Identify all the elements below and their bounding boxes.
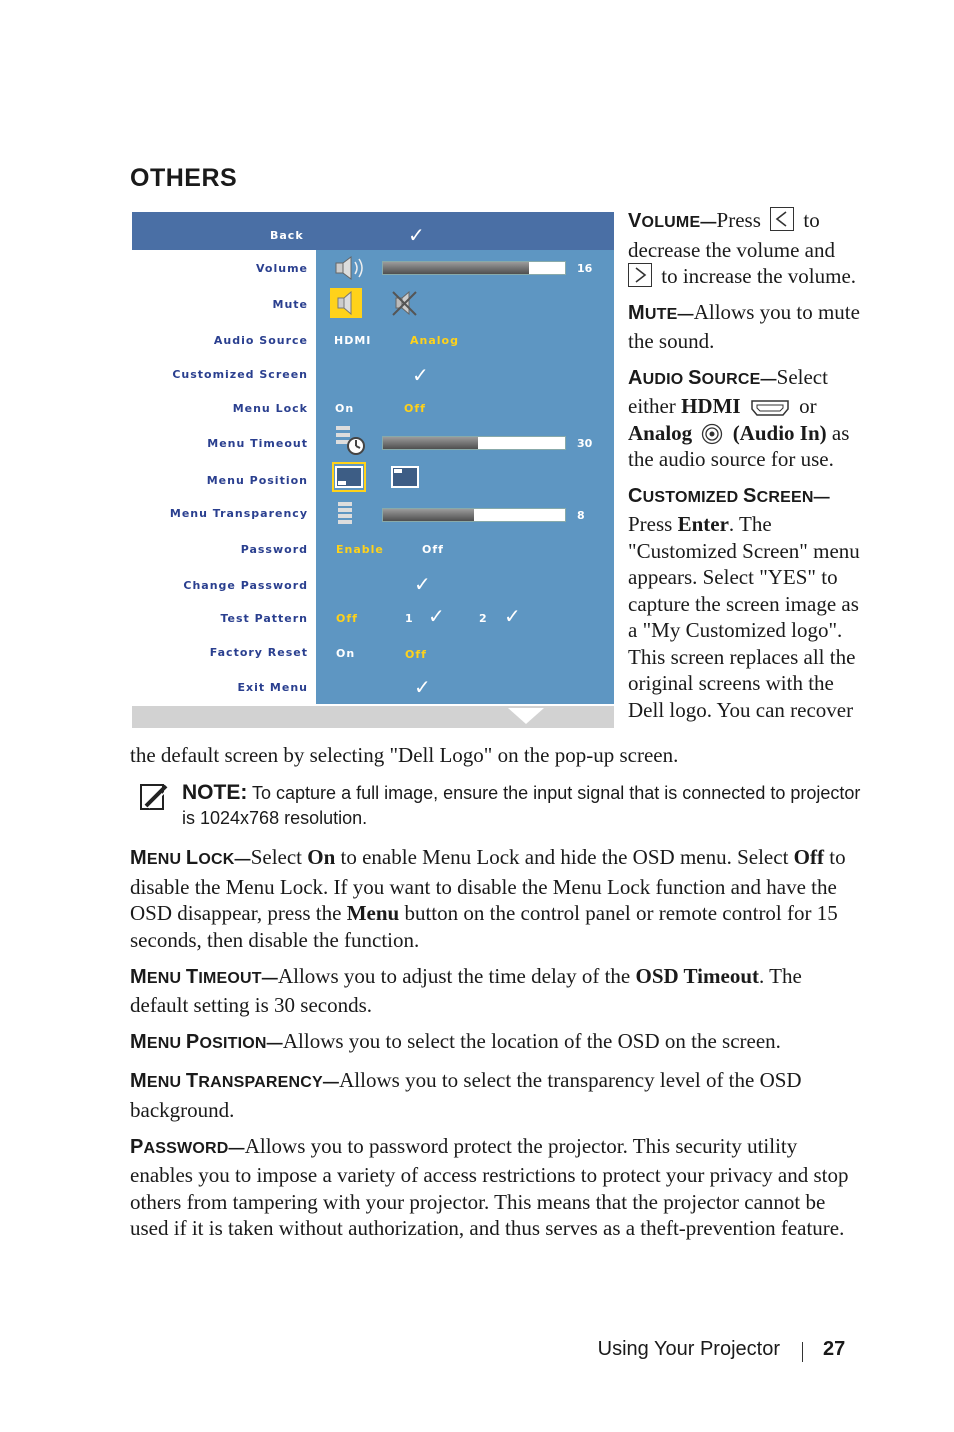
menu-timeout-paragraph <box>130 963 865 1019</box>
osd-label-menu-position: Menu Position <box>206 474 308 487</box>
transparency-value: 8 <box>577 509 585 522</box>
customized-screen-paragraph <box>628 482 868 724</box>
osd-back-label: Back <box>270 229 304 242</box>
timeout-clock-icon <box>334 424 368 456</box>
position-top-left-icon <box>390 464 422 490</box>
check-icon: ✓ <box>504 604 521 628</box>
osd-label-customized-screen: Customized Screen <box>172 368 308 381</box>
password-text: Allows you to password protect the projector. This security utility enables you to impose a variety of access restrictions to protect your privacy and stop others from tampering with your projector. This means that the projector cannot be used if it is taken without authorization, and thus serves as a theft-prevention feature. <box>130 1133 849 1240</box>
audio-text-a: Select either <box>628 364 828 418</box>
transparency-slider <box>382 508 566 522</box>
password-paragraph <box>130 1133 865 1242</box>
check-icon: ✓ <box>414 675 431 699</box>
test-pattern-1: 1 <box>405 612 414 625</box>
volume-slider-fill <box>383 262 529 274</box>
hdmi-port-icon <box>750 398 790 418</box>
audio-hdmi-term: HDMI <box>681 394 741 418</box>
password-off: Off <box>422 543 444 556</box>
lock-text-b: to enable Menu Lock and hide the OSD menu. Select <box>340 845 789 869</box>
audio-text-b: as the audio source for use. <box>628 420 850 471</box>
menu-lock-off: Off <box>404 402 426 415</box>
speaker-icon <box>334 256 366 280</box>
timeout-text-c: . The default setting is 30 seconds. <box>130 963 802 1017</box>
timeout-slider-fill <box>383 437 478 449</box>
customized-screen-term: CUSTOMIZED SCREEN— <box>628 484 830 507</box>
volume-paragraph <box>628 207 868 290</box>
osd-back-row <box>132 212 614 250</box>
osd-label-volume: Volume <box>256 262 308 275</box>
speaker-muted-icon <box>388 288 420 318</box>
timeout-text-a: Allows you to adjust the time delay of the <box>277 963 631 988</box>
cust-text-b: . The "Customized Screen" menu appears. Select "YES" to capture the screen image as a "My Customized logo". This screen replaces all the original screens with the Dell logo. You can recover <box>628 512 860 722</box>
lock-menu-term: Menu <box>346 901 400 925</box>
audio-in-jack-icon <box>701 423 723 445</box>
menu-position-paragraph <box>130 1028 865 1058</box>
note-label: NOTE: <box>182 781 248 804</box>
side-descriptions <box>628 207 868 723</box>
audio-source-paragraph <box>628 364 868 473</box>
mute-off-box <box>330 288 362 318</box>
osd-menu-screenshot <box>132 212 614 728</box>
osd-label-test-pattern: Test Pattern <box>220 612 308 625</box>
customized-screen-continuation: the default screen by selecting "Dell Logo" on the pop-up screen. <box>130 743 679 767</box>
audio-in-term: (Audio In) <box>732 420 827 445</box>
cust-text-a: Press <box>628 512 673 536</box>
audio-source-hdmi: HDMI <box>334 334 372 347</box>
volume-term: VOLUME— <box>628 210 717 232</box>
speaker-icon <box>330 288 362 318</box>
note-text: To capture a full image, ensure the input signal that is connected to projector is 1024x768 resolution. <box>182 783 861 828</box>
osd-label-mute: Mute <box>272 298 308 311</box>
menu-position-term: MENU POSITION— <box>130 1031 283 1053</box>
menu-timeout-term: MENU TIMEOUT— <box>130 965 278 988</box>
mute-text: Allows you to mute the sound. <box>628 299 860 353</box>
footer-divider <box>802 1342 803 1362</box>
mute-term: MUTE— <box>628 301 694 324</box>
check-icon: ✓ <box>428 604 445 628</box>
osd-label-menu-transparency: Menu Transparency <box>169 507 308 520</box>
osd-label-factory-reset: Factory Reset <box>209 646 308 659</box>
osd-label-exit-menu: Exit Menu <box>237 681 308 694</box>
timeout-value: 30 <box>577 437 593 450</box>
section-heading: OTHERS <box>130 164 238 192</box>
transparency-slider-fill <box>383 509 474 521</box>
pencil-note-icon <box>140 784 170 814</box>
osd-label-audio-source: Audio Source <box>213 334 308 347</box>
left-arrow-key-icon <box>770 207 794 231</box>
transparency-text: Allows you to select the transparency level of the OSD background. <box>130 1068 802 1122</box>
volume-text-c: to increase the volume. <box>661 264 857 288</box>
lock-text-c: to disable the Menu Lock. If you want to disable the Menu Lock function and have the OSD disappear, press the <box>130 845 846 925</box>
password-term: PASSWORD— <box>130 1135 245 1158</box>
lock-on-term: On <box>307 845 336 869</box>
menu-transparency-term: MENU TRANSPARENCY— <box>130 1070 340 1092</box>
position-text: Allows you to select the location of the OSD on the screen. <box>282 1029 781 1053</box>
audio-source-analog: Analog <box>410 334 459 347</box>
menu-lock-on: On <box>335 402 355 415</box>
menu-lock-paragraph <box>130 844 865 953</box>
lock-off-term: Off <box>793 845 824 869</box>
check-icon: ✓ <box>412 363 429 387</box>
audio-source-term: AUDIO SOURCE— <box>628 366 777 389</box>
position-bottom-left-icon <box>334 464 364 490</box>
mute-paragraph <box>628 299 868 355</box>
check-icon: ✓ <box>408 223 425 247</box>
factory-reset-off: Off <box>405 648 427 661</box>
right-arrow-key-icon <box>628 263 652 287</box>
menu-lock-term: MENU LOCK— <box>130 847 251 869</box>
test-pattern-2: 2 <box>479 612 488 625</box>
lock-text-d: button on the control panel or remote control for 15 seconds, then disable the function. <box>130 901 838 952</box>
note-text-block <box>182 780 872 831</box>
audio-analog-term: Analog <box>628 420 693 445</box>
osd-label-menu-lock: Menu Lock <box>232 402 308 415</box>
volume-text-a: Press <box>716 208 761 232</box>
audio-or: or <box>799 394 817 418</box>
body-descriptions <box>130 844 865 1251</box>
password-enable: Enable <box>336 543 384 556</box>
scroll-down-arrow-icon <box>508 708 544 724</box>
lock-text-a: Select <box>250 845 303 869</box>
volume-slider <box>382 261 566 275</box>
menu-transparency-paragraph <box>130 1067 865 1123</box>
transparency-icon <box>336 500 358 526</box>
timeout-osd-term: OSD Timeout <box>635 963 759 988</box>
osd-label-menu-timeout: Menu Timeout <box>207 437 308 450</box>
osd-label-change-password: Change Password <box>183 579 308 592</box>
position-selected-box <box>332 462 366 492</box>
cust-enter-term: Enter <box>677 512 729 536</box>
timeout-slider <box>382 436 566 450</box>
page-number: 27 <box>823 1338 846 1360</box>
footer-section-title: Using Your Projector <box>597 1338 780 1360</box>
volume-value: 16 <box>577 262 593 275</box>
osd-label-password: Password <box>240 543 308 556</box>
volume-text-b: to decrease the volume and <box>628 208 835 262</box>
test-pattern-off: Off <box>336 612 358 625</box>
check-icon: ✓ <box>414 572 431 596</box>
factory-reset-on: On <box>336 647 356 660</box>
